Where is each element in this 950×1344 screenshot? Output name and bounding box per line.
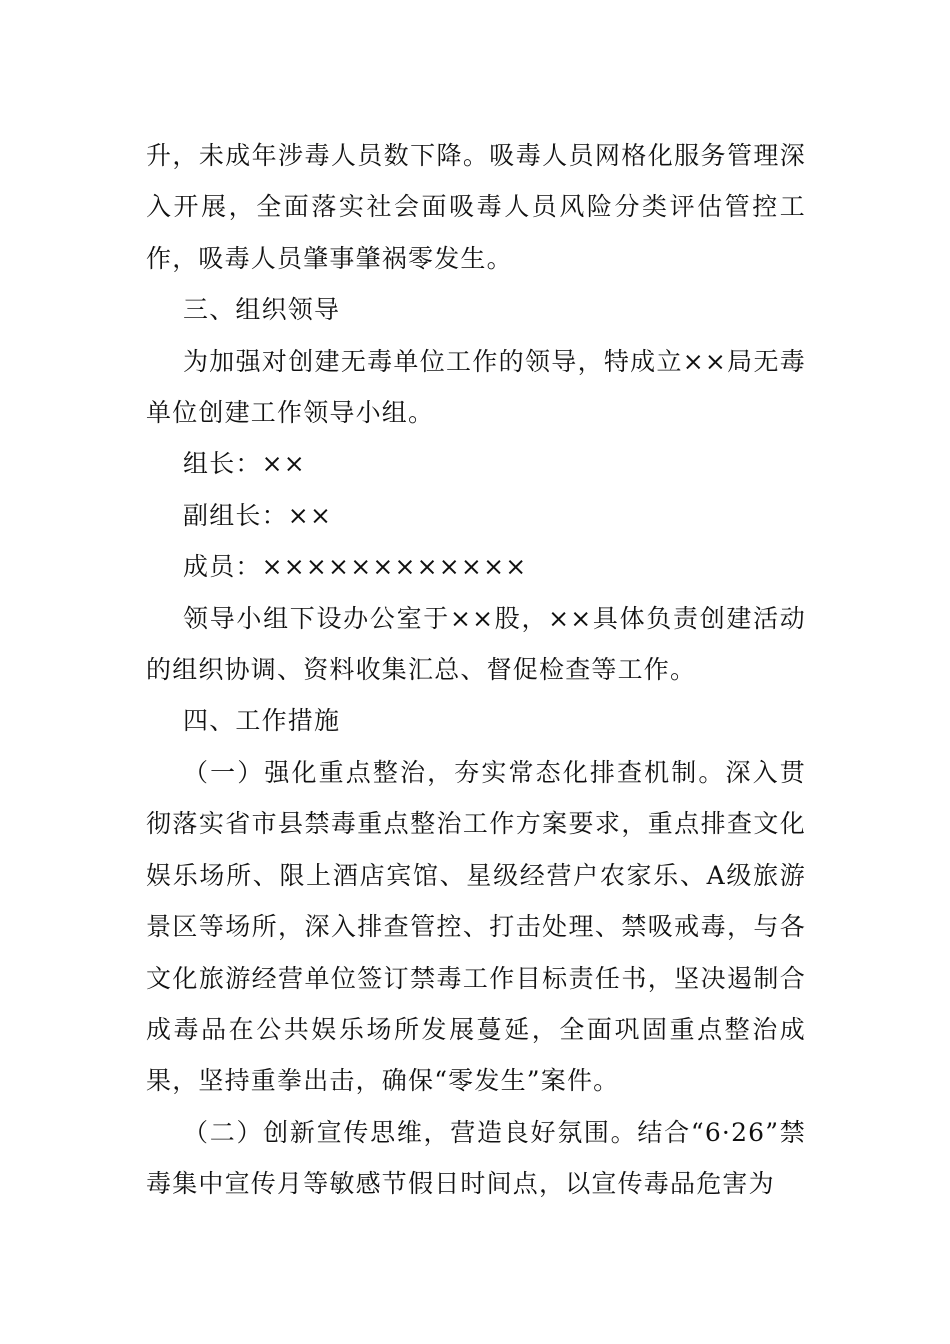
paragraph-leadership-group: 为加强对创建无毒单位工作的领导，特成立××局无毒单位创建工作领导小组。 <box>146 346 806 428</box>
document-body <box>146 130 806 1210</box>
paragraph-office: 领导小组下设办公室于××股，××具体负责创建活动的组织协调、资料收集汇总、督促检查等工作。 <box>146 603 806 685</box>
paragraph-members: 成员：×××××××××××× <box>183 552 528 582</box>
paragraph-measure-one: （一）强化重点整治，夯实常态化排查机制。深入贯彻落实省市县禁毒重点整治工作方案要求，重点排查文化娱乐场所、限上酒店宾馆、星级经营户农家乐、A级旅游景区等场所，深入排查管控、打击处理、禁吸戒毒，与各文化旅游经营单位签订禁毒工作目标责任书，坚决遏制合成毒品在公共娱乐场所发展蔓延，全面巩固重点整治成果，坚持重拳出击，确保“零发生”案件。 <box>146 757 806 1096</box>
paragraph-continuation: 升，未成年涉毒人员数下降。吸毒人员网格化服务管理深入开展，全面落实社会面吸毒人员风险分类评估管控工作，吸毒人员肇事肇祸零发生。 <box>146 141 806 273</box>
paragraph-measure-two: （二）创新宣传思维，营造良好氛围。结合“6·26”禁毒集中宣传月等敏感节假日时间点，以宣传毒品危害为 <box>146 1117 806 1199</box>
section-heading-organization: 三、组织领导 <box>183 295 341 325</box>
section-heading-measures: 四、工作措施 <box>183 706 341 736</box>
paragraph-group-leader: 组长：×× <box>183 449 306 479</box>
paragraph-deputy-leader: 副组长：×× <box>183 500 333 530</box>
